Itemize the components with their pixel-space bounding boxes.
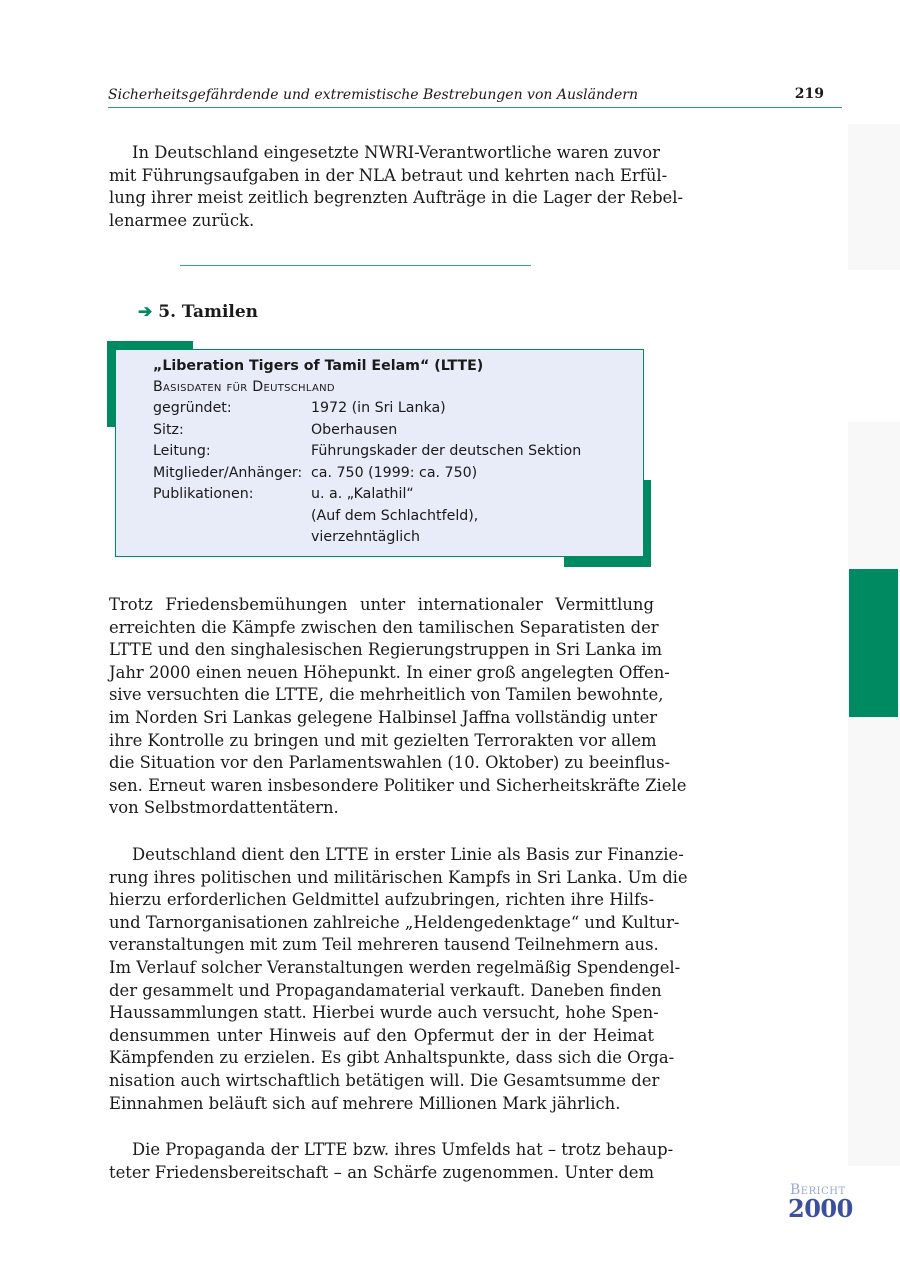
text-line: und Tarnorganisationen zahlreiche „Heldengedenktage“ und Kultur-	[109, 912, 680, 932]
text-line: Jahr 2000 einen neuen Höhepunkt. In einer groß angelegten Offen-	[109, 662, 670, 682]
text-line: Trotz Friedensbemühungen unter internationaler Vermittlung	[109, 595, 654, 614]
text-line: Die Propaganda der LTTE bzw. ihres Umfelds hat – trotz behaup-	[132, 1140, 674, 1159]
fact-value: Oberhausen	[311, 422, 398, 438]
text-line: mit Führungsaufgaben in der NLA betraut und kehrten nach Erfül-	[109, 165, 668, 185]
section-heading	[138, 302, 258, 322]
text-line: ihre Kontrolle zu bringen und mit gezielten Terrorakten vor allem	[109, 730, 657, 750]
bericht-2000-logo	[788, 1182, 858, 1222]
text-line: In Deutschland eingesetzte NWRI-Verantwortliche waren zuvor	[132, 143, 661, 162]
fact-key: gegründet:	[153, 400, 232, 416]
fact-value: ca. 750 (1999: ca. 750)	[311, 465, 478, 481]
text-line: teter Friedensbereitschaft – an Schärfe zugenommen. Unter dem	[109, 1162, 654, 1182]
body-paragraph	[109, 1139, 674, 1184]
text-line: hierzu erforderlichen Geldmittel aufzubringen, richten ihre Hilfs-	[109, 890, 654, 910]
text-line: Einnahmen beläuft sich auf mehrere Millionen Mark jährlich.	[109, 1093, 621, 1113]
text-line: von Selbstmordattentätern.	[109, 798, 339, 818]
text-line: rung ihres politischen und militärischen Kampfs in Sri Lanka. Um die	[109, 867, 688, 887]
text-line: Deutschland dient den LTTE in erster Linie als Basis zur Finanzie-	[132, 845, 684, 864]
text-line: veranstaltungen mit zum Teil mehreren tausend Teilnehmern aus.	[109, 935, 659, 955]
text-line: im Norden Sri Lankas gelegene Halbinsel Jaffna vollständig unter	[109, 707, 658, 727]
fact-key: Mitglieder/Anhänger:	[153, 465, 303, 481]
fact-value: 1972 (in Sri Lanka)	[311, 400, 446, 416]
text-line: lenarmee zurück.	[109, 210, 255, 230]
fact-key: Sitz:	[153, 422, 184, 438]
section-divider	[180, 265, 531, 266]
text-line: Haussammlungen statt. Hierbei wurde auch versucht, hohe Spen-	[109, 1003, 659, 1023]
fact-key: Leitung:	[153, 443, 211, 459]
logo-word: Bericht	[790, 1182, 846, 1198]
fact-key: Publikationen:	[153, 486, 254, 502]
text-line: Kämpfenden zu erzielen. Es gibt Anhaltspunkte, dass sich die Orga-	[109, 1048, 675, 1068]
text-line: densummen unter Hinweis auf den Opfermut der in der Heimat	[109, 1025, 654, 1045]
text-line: LTTE und den singhalesischen Regierungstruppen in Sri Lanka im	[109, 640, 663, 660]
section-heading-text: 5. Tamilen	[158, 302, 259, 322]
chapter-thumb-tab	[849, 569, 898, 717]
page-number: 219	[794, 86, 824, 102]
text-line: lung ihrer meist zeitlich begrenzten Aufträge in die Lager der Rebel-	[109, 188, 684, 208]
text-line: die Situation vor den Parlamentswahlen (10. Oktober) zu beeinflus-	[109, 753, 671, 773]
margin-strip	[848, 422, 900, 1166]
text-line: Im Verlauf solcher Veranstaltungen werden regelmäßig Spendengel-	[109, 957, 681, 977]
fact-value: Führungskader der deutschen Sektion	[311, 443, 582, 459]
logo-year: 2000	[788, 1194, 853, 1223]
running-header	[108, 85, 842, 108]
body-paragraph	[109, 844, 688, 1115]
text-line: sen. Erneut waren insbesondere Politiker und Sicherheitskräfte Ziele	[109, 775, 687, 795]
fact-value: (Auf dem Schlachtfeld),	[311, 508, 479, 524]
text-line: der gesammelt und Propagandamaterial verkauft. Daneben finden	[109, 980, 662, 1000]
fact-value: vierzehntäglich	[311, 529, 420, 545]
intro-paragraph	[109, 142, 684, 232]
text-line: sive versuchten die LTTE, die mehrheitlich von Tamilen bewohnte,	[109, 685, 664, 705]
text-line: erreichten die Kämpfe zwischen den tamilischen Separatisten der	[109, 617, 659, 637]
text-line: nisation auch wirtschaftlich betätigen will. Die Gesamtsumme der	[109, 1070, 660, 1090]
arrow-right-icon: ➔	[138, 302, 153, 322]
fact-box	[115, 349, 644, 557]
body-paragraph	[109, 594, 687, 820]
fact-box-subtitle: Basisdaten für Deutschland	[153, 379, 335, 395]
fact-box-title: „Liberation Tigers of Tamil Eelam“ (LTTE)	[153, 358, 484, 374]
fact-value: u. a. „Kalathil“	[311, 486, 414, 502]
running-title: Sicherheitsgefährdende und extremistische Bestrebungen von Ausländern	[108, 87, 638, 103]
margin-strip-top	[848, 124, 900, 270]
